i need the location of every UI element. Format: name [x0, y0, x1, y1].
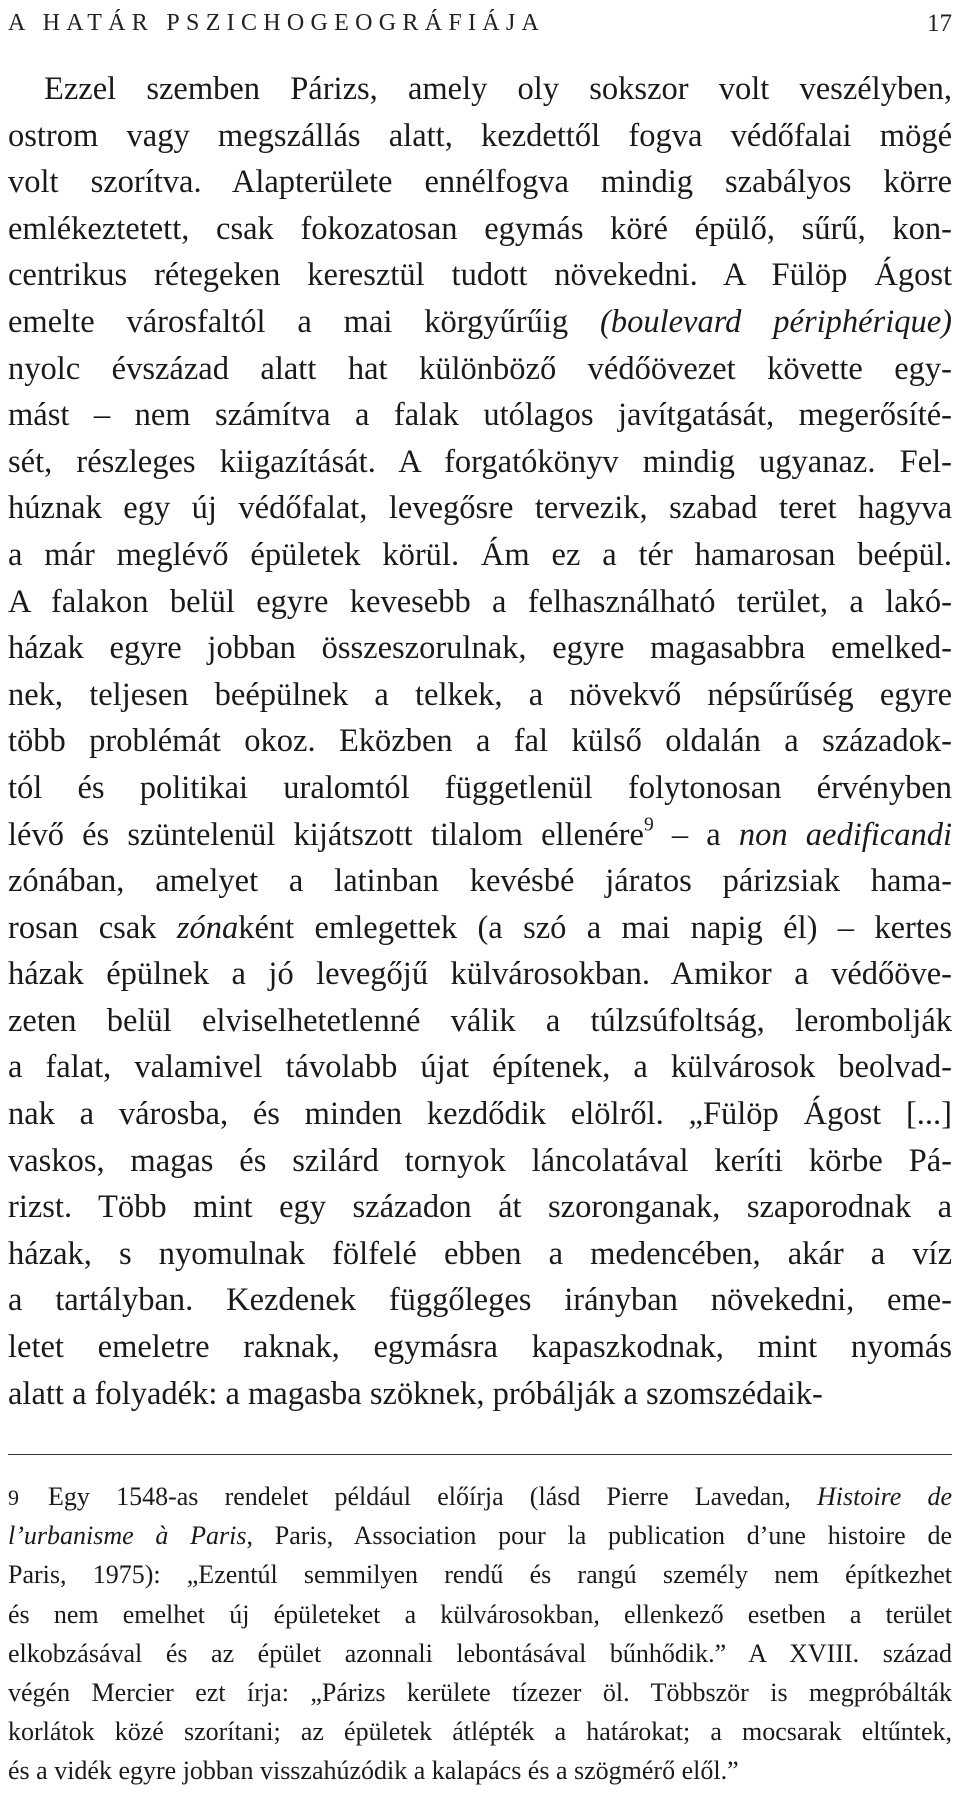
paragraph-line	[8, 1277, 952, 1324]
italic-text: zóna	[176, 909, 239, 946]
paragraph-line	[8, 392, 952, 439]
line-text: zeten belül elviselhetetlenné válik a túlzsúfoltság, lerombolják	[8, 1002, 952, 1039]
paragraph-line	[8, 672, 952, 719]
line-text: Egy 1548-as rendelet például előírja (lásd Pierre Lavedan,	[48, 1482, 817, 1511]
footnote-separator	[8, 1454, 952, 1455]
main-paragraph	[8, 66, 952, 1417]
footnote-line	[8, 1751, 952, 1790]
line-text: volt szorítva. Alapterülete ennélfogva mindig szabályos körre	[8, 164, 952, 201]
line-text: több problémát okoz. Eközben a fal külső oldalán a századok-	[8, 723, 952, 760]
paragraph-line	[8, 252, 952, 299]
paragraph-line	[8, 765, 952, 812]
line-text: korlátok közé szorítani; az épületek átlépték a határokat; a mocsarak eltűntek,	[8, 1717, 952, 1747]
paragraph-line	[8, 299, 952, 346]
footnote-line	[8, 1595, 952, 1634]
line-text: húznak egy új védőfalat, levegősre tervezik, szabad teret hagyva	[8, 490, 952, 527]
footnote-marker: 9	[8, 1485, 19, 1510]
paragraph-line	[8, 718, 952, 765]
line-text: rosan csak	[8, 909, 177, 946]
paragraph-line	[8, 1184, 952, 1231]
line-text: nek, teljesen beépülnek a telkek, a növekvő népsűrűség egyre	[8, 676, 952, 713]
line-text: házak egyre jobban összeszorulnak, egyre magasabbra emelked-	[8, 630, 952, 667]
paragraph-line	[8, 1091, 952, 1138]
paragraph-line	[8, 346, 952, 393]
line-text: és nem emelhet új épületeket a külvárosokban, ellenkező esetben a terület	[8, 1599, 952, 1629]
paragraph-line	[8, 1044, 952, 1091]
line-text: , Paris, Association pour la publication d’une histoire de	[246, 1521, 953, 1551]
line-text: nak a városba, és minden kezdődik elölről. „Fülöp Ágost [...]	[8, 1096, 952, 1133]
paragraph-line	[8, 905, 952, 952]
footnote	[8, 1477, 952, 1791]
paragraph-line	[8, 532, 952, 579]
paragraph-line	[8, 998, 952, 1045]
line-text: végén Mercier ezt írja: „Párizs kerülete tízezer öl. Többször is megpróbálták	[8, 1677, 952, 1707]
line-text: rizst. Több mint egy századon át szoronganak, szaporodnak a	[8, 1189, 952, 1226]
line-text: Paris, 1975): „Ezentúl semmilyen rendű és rangú személy nem építkezhet	[8, 1560, 952, 1590]
paragraph-line	[8, 439, 952, 486]
paragraph-line	[8, 159, 952, 206]
line-text: – a	[653, 816, 739, 853]
paragraph-line	[8, 1324, 952, 1371]
line-text: tól és politikai uralomtól függetlenül folytonosan érvényben	[8, 769, 952, 806]
page-number: 17	[927, 10, 952, 37]
line-text: emelte városfaltól a mai körgyűrűig	[8, 303, 601, 340]
footnote-line	[8, 1673, 952, 1712]
italic-text: Histoire de	[817, 1482, 952, 1511]
line-text: ostrom vagy megszállás alatt, kezdettől fogva védőfalai mögé	[8, 117, 952, 154]
line-text: házak épülnek a jó levegőjű külvárosokban. Amikor a védőöve-	[8, 956, 952, 993]
line-text: ként emlegettek (a szó a mai napig él) – kertes	[238, 909, 952, 946]
line-text: letet emeletre raknak, egymásra kapaszkodnak, mint nyomás	[8, 1329, 952, 1366]
footnote-line	[8, 1712, 952, 1751]
footnote-line	[8, 1634, 952, 1673]
line-text: a falat, valamivel távolabb újat építenek, a külvárosok beolvad-	[8, 1049, 952, 1086]
line-text: zónában, amelyet a latinban kevésbé járatos párizsiak hama-	[8, 863, 952, 900]
paragraph-line	[8, 113, 952, 160]
paragraph-line	[8, 579, 952, 626]
line-text: a már meglévő épületek körül. Ám ez a tér hamarosan beépül.	[8, 536, 952, 573]
running-title: A HATÁR PSZICHOGEOGRÁFIÁJA	[8, 10, 546, 36]
line-text: centrikus rétegeken keresztül tudott növekedni. A Fülöp Ágost	[8, 257, 952, 294]
line-text: A falakon belül egyre kevesebb a felhasználható terület, a lakó-	[8, 583, 952, 620]
paragraph-line	[8, 485, 952, 532]
italic-text: l’urbanisme à Paris	[8, 1521, 247, 1551]
paragraph-line	[8, 1138, 952, 1185]
running-head	[8, 10, 952, 50]
italic-text: (boulevard périphérique)	[600, 303, 952, 340]
paragraph-line	[8, 858, 952, 905]
paragraph-line	[8, 951, 952, 998]
line-text: elkobzásával és az épület azonnali lebontásával bűnhődik.” A XVIII. század	[8, 1638, 952, 1668]
line-text: mást – nem számítva a falak utólagos javítgatását, megerősíté-	[8, 397, 952, 434]
footnote-reference[interactable]: 9	[643, 813, 654, 835]
footnote-line	[8, 1477, 952, 1516]
paragraph-line	[8, 66, 952, 113]
line-text: alatt a folyadék: a magasba szöknek, próbálják a szomszédaik-	[8, 1375, 823, 1412]
paragraph-line	[8, 812, 952, 859]
line-text: vaskos, magas és szilárd tornyok láncolatával keríti körbe Pá-	[8, 1142, 952, 1179]
line-text: lévő és szüntelenül kijátszott tilalom ellenére	[8, 816, 644, 853]
line-text: a tartályban. Kezdenek függőleges irányban növekedni, eme-	[8, 1282, 952, 1319]
line-text: házak, s nyomulnak fölfelé ebben a medencében, akár a víz	[8, 1235, 952, 1272]
line-text: nyolc évszázad alatt hat különböző védőövezet követte egy-	[8, 350, 952, 387]
paragraph-line	[8, 1231, 952, 1278]
paragraph-line	[8, 1371, 952, 1418]
line-text: emlékeztetett, csak fokozatosan egymás köré épülő, sűrű, kon-	[8, 210, 952, 247]
line-text: sét, részleges kiigazítását. A forgatókönyv mindig ugyanaz. Fel-	[8, 443, 952, 480]
paragraph-line	[8, 206, 952, 253]
line-text: és a vidék egyre jobban visszahúzódik a kalapács és a szögmérő elől.”	[8, 1756, 739, 1786]
italic-text: non aedificandi	[738, 816, 953, 853]
line-text: Ezzel szemben Párizs, amely oly sokszor volt veszélyben,	[44, 71, 952, 107]
paragraph-line	[8, 625, 952, 672]
footnote-line	[8, 1555, 952, 1594]
footnote-line	[8, 1516, 952, 1555]
